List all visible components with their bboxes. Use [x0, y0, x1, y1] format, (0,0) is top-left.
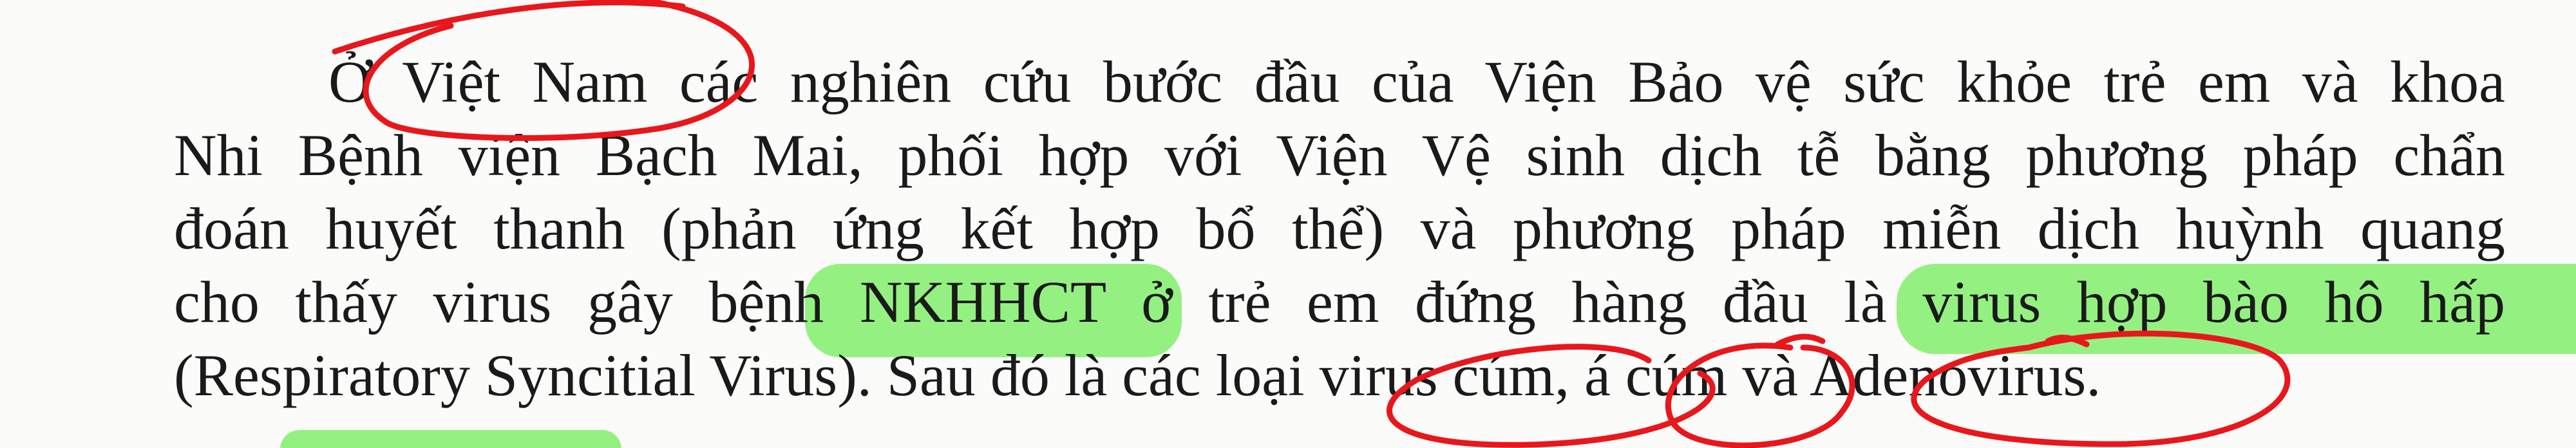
paragraph [174, 45, 2505, 412]
paragraph-line-4: cho thấy virus gây bệnh NKHHCT ở trẻ em đứng hàng đầu là virus hợp bào hô hấp [174, 269, 2505, 335]
paragraph-line-1: Ở Việt Nam các nghiên cứu bước đầu của Viện Bảo vệ sức khỏe trẻ em và khoa [328, 49, 2505, 115]
ink-stroke-top [335, 3, 683, 51]
paragraph-line-5: (Respiratory Syncitial Virus). Sau đó là các loại virus cúm, á cúm và Adenovirus. [174, 342, 2101, 408]
paragraph-line-3: đoán huyết thanh (phản ứng kết hợp bổ thể) và phương pháp miễn dịch huỳnh quang [174, 196, 2505, 261]
paragraph-line-2: Nhi Bệnh viện Bạch Mai, phối hợp với Viện Vệ sinh dịch tễ bằng phương pháp chẩn [174, 122, 2505, 188]
highlight-next-line-fragment [280, 430, 621, 448]
